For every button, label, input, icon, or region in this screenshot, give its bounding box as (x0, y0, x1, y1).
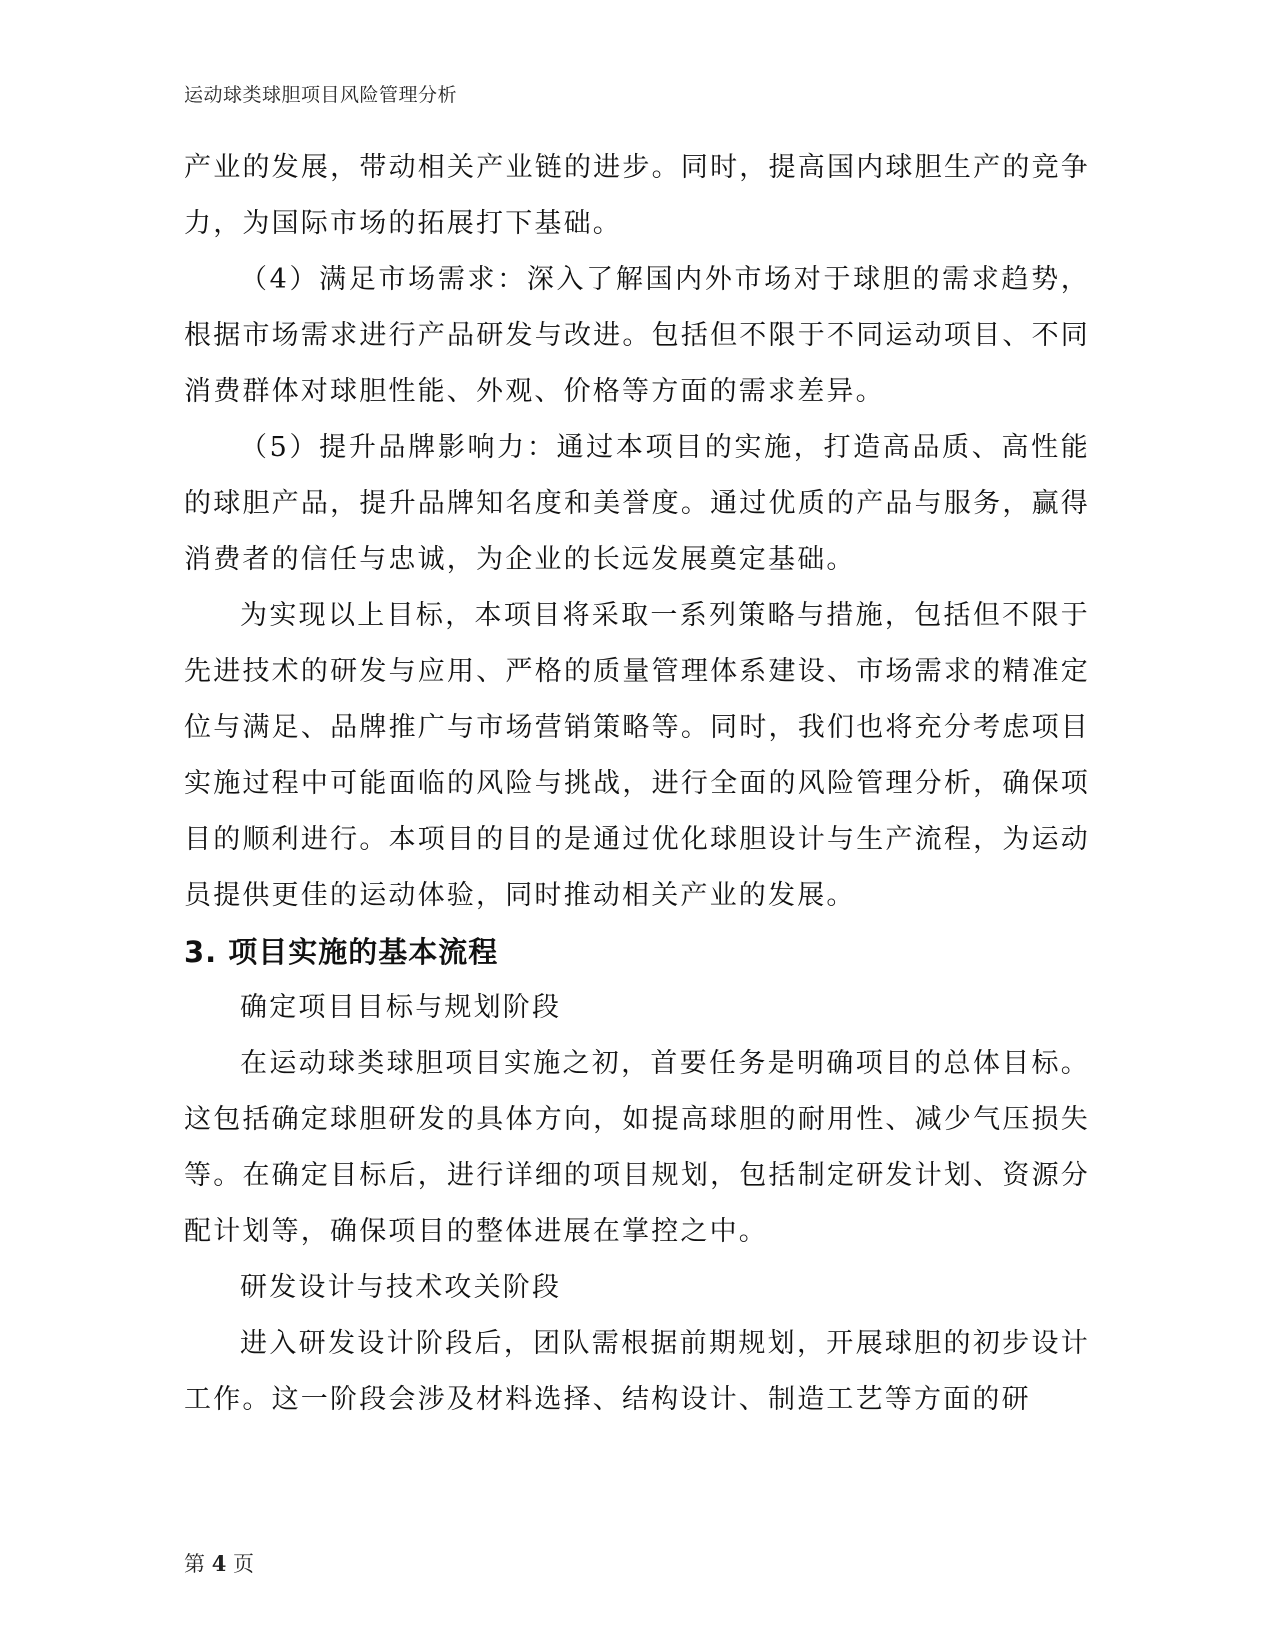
paragraph-rnd: 进入研发设计阶段后，团队需根据前期规划，开展球胆的初步设计工作。这一阶段会涉及材料选择、结构设计、制造工艺等方面的研 (184, 1328, 1090, 1415)
page-number-footer (184, 1548, 254, 1578)
paragraph-item-4: （4）满足市场需求：深入了解国内外市场对于球胆的需求趋势，根据市场需求进行产品研发与改进。包括但不限于不同运动项目、不同消费群体对球胆性能、外观、价格等方面的需求差异。 (184, 264, 1090, 407)
footer-prefix: 第 (184, 1552, 205, 1576)
paragraph-item-5: （5）提升品牌影响力：通过本项目的实施，打造高品质、高性能的球胆产品，提升品牌知名度和美誉度。通过优质的产品与服务，赢得消费者的信任与忠诚，为企业的长远发展奠定基础。 (184, 432, 1090, 575)
subheading-planning: 确定项目目标与规划阶段 (240, 992, 562, 1023)
body-text (184, 140, 1090, 1428)
page-number: 4 (211, 1551, 227, 1576)
paragraph-continued: 产业的发展，带动相关产业链的进步。同时，提高国内球胆生产的竞争力，为国际市场的拓展打下基础。 (184, 152, 1090, 239)
paragraph-planning: 在运动球类球胆项目实施之初，首要任务是明确项目的总体目标。这包括确定球胆研发的具体方向，如提高球胆的耐用性、减少气压损失等。在确定目标后，进行详细的项目规划，包括制定研发计划、资源分配计划等，确保项目的整体进展在掌控之中。 (184, 1048, 1090, 1247)
footer-suffix: 页 (233, 1552, 254, 1576)
subheading-rnd: 研发设计与技术攻关阶段 (240, 1272, 562, 1303)
paragraph-strategy: 为实现以上目标，本项目将采取一系列策略与措施，包括但不限于先进技术的研发与应用、严格的质量管理体系建设、市场需求的精准定位与满足、品牌推广与市场营销策略等。同时，我们也将充分考虑项目实施过程中可能面临的风险与挑战，进行全面的风险管理分析，确保项目的顺利进行。本项目的目的是通过优化球胆设计与生产流程，为运动员提供更佳的运动体验，同时推动相关产业的发展。 (184, 600, 1090, 911)
running-header: 运动球类球胆项目风险管理分析 (184, 84, 458, 106)
section-heading: 3. 项目实施的基本流程 (184, 935, 499, 969)
